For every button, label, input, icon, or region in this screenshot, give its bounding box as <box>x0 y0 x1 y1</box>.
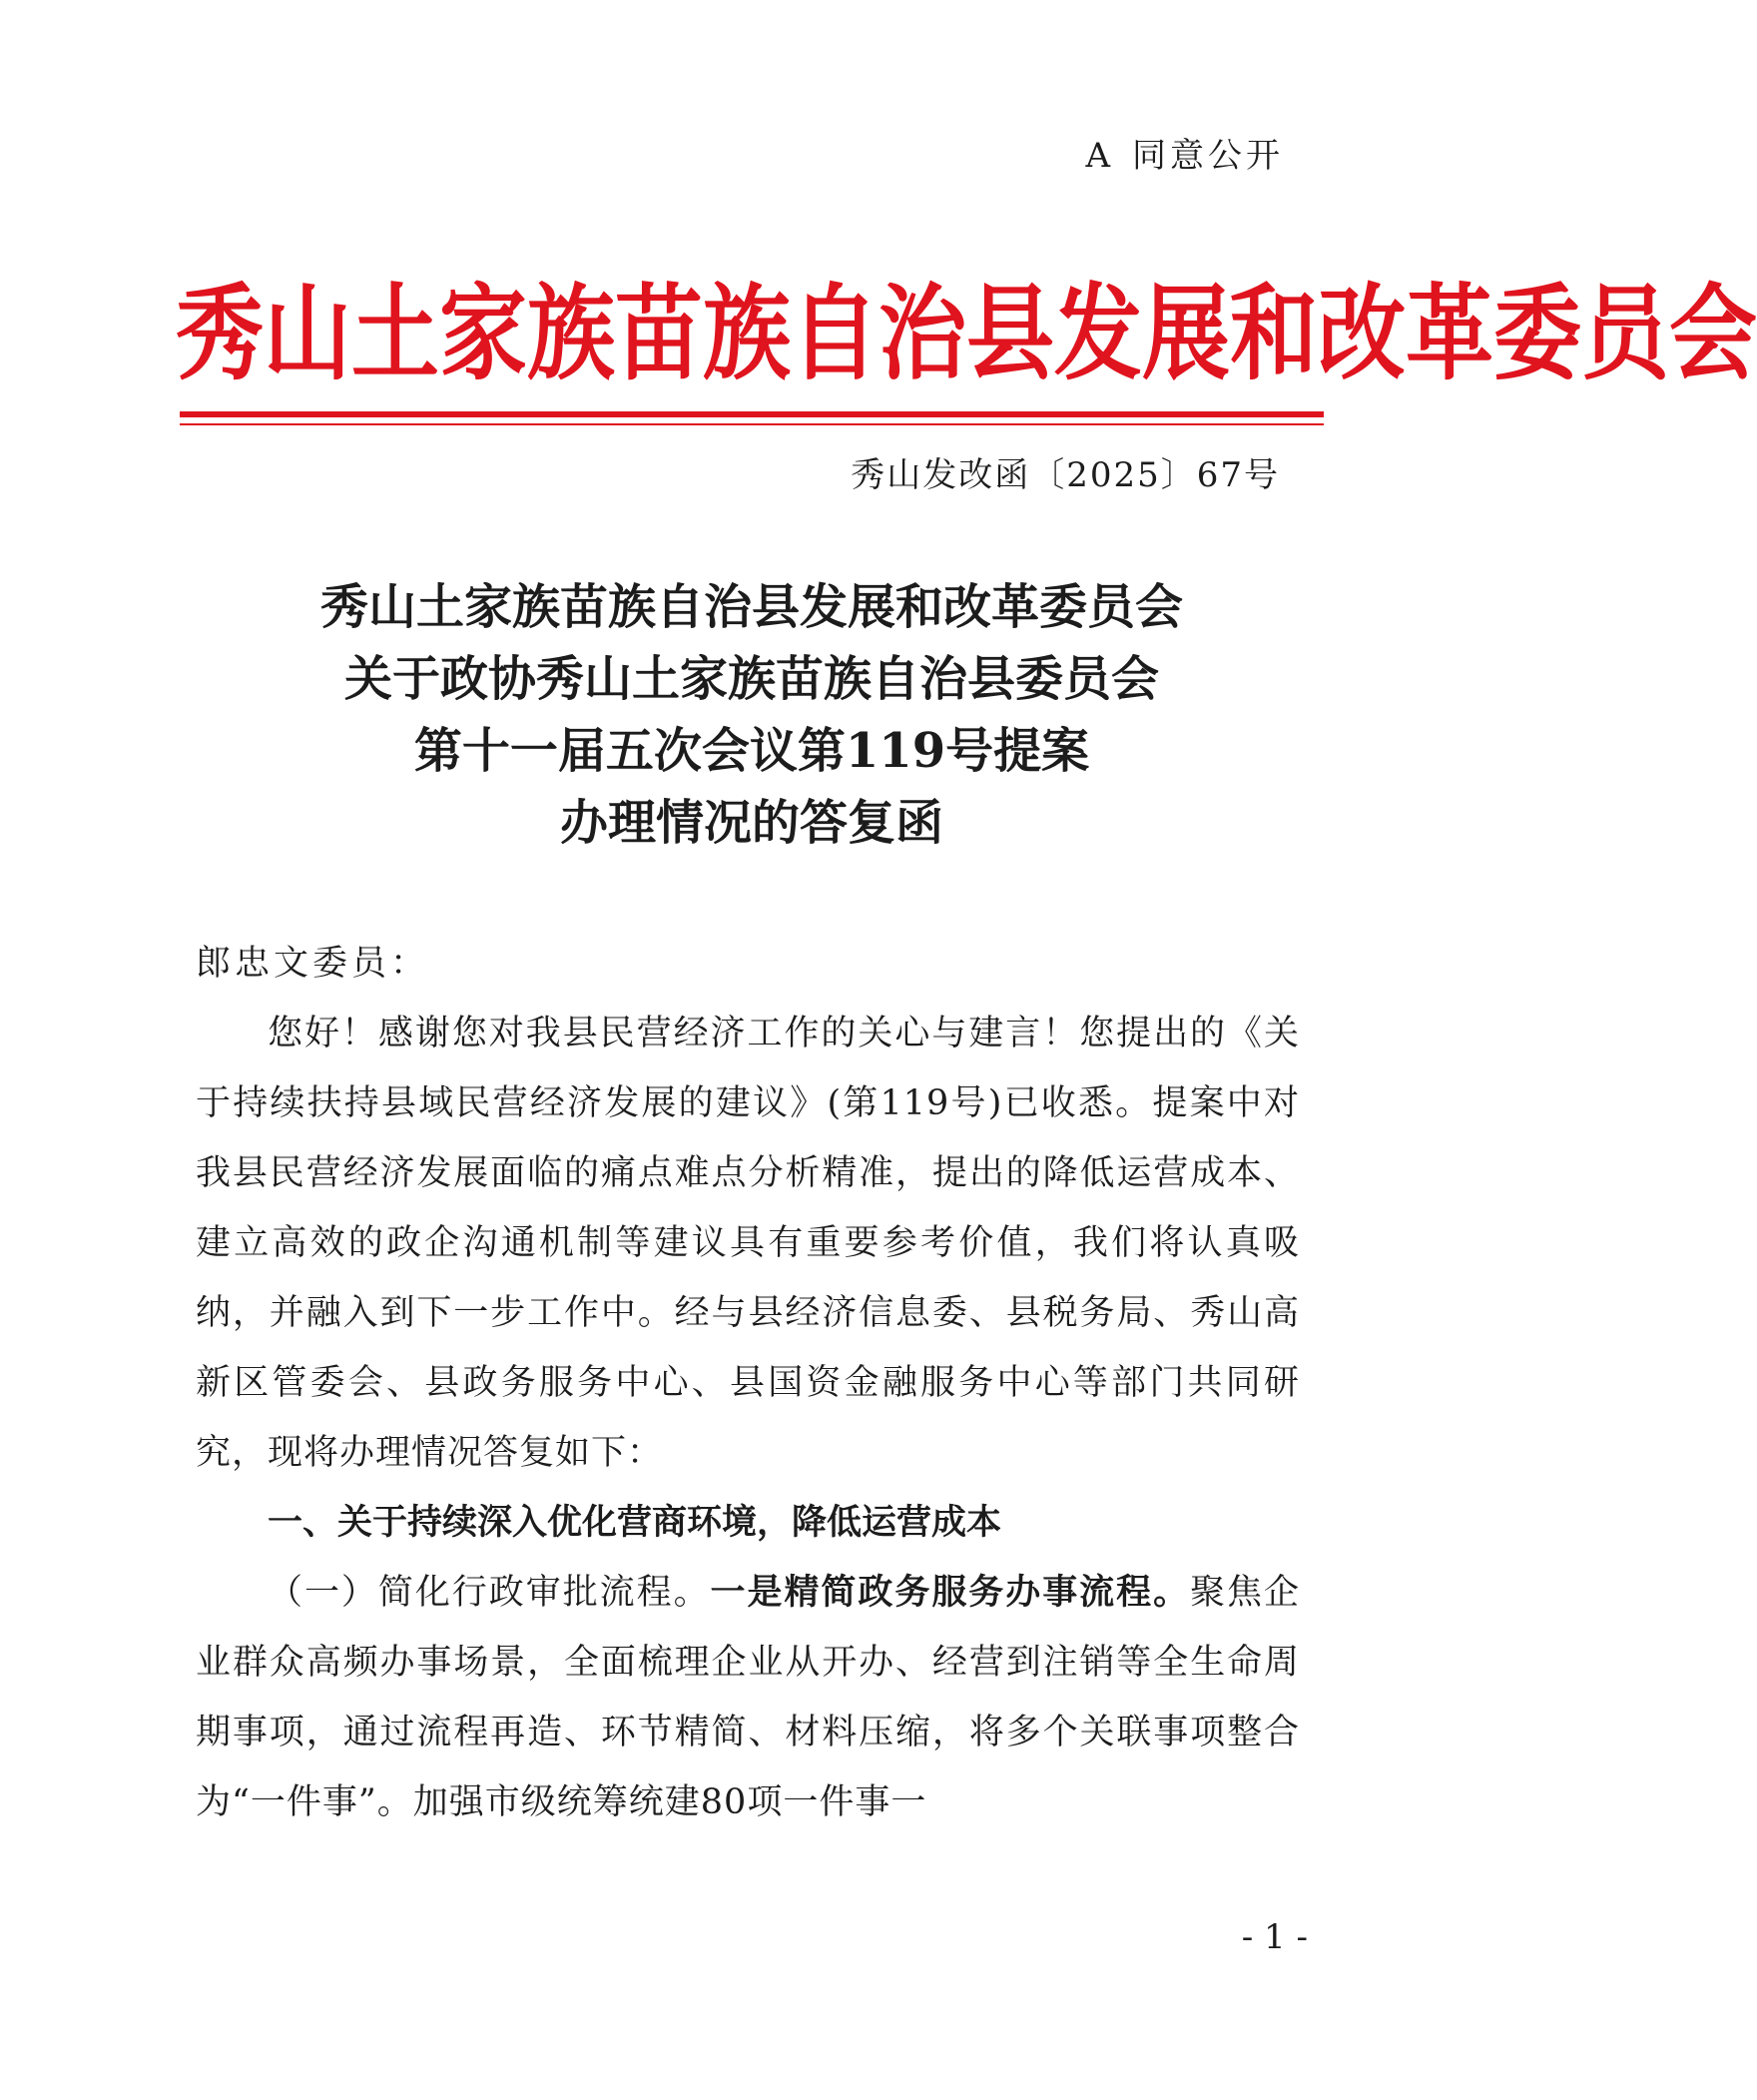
salutation: 郎忠文委员： <box>196 944 430 984</box>
title-line-4: 办理情况的答复函 <box>559 795 943 851</box>
subsection-text: 聚焦企业群众高频办事场景，全面梳理企业从开办、经营到注销等全生命周期事项，通过流程再造、环节精简、材料压缩，将多个关联事项整合为“一件事”。加强市级统筹统建80项一件事一 <box>196 1573 1300 1822</box>
disclosure-mark: A <box>1085 136 1114 176</box>
subsection-label: （一）简化行政审批流程。 <box>268 1573 711 1613</box>
paragraph-subsection-1 <box>196 1558 1300 1837</box>
page-number: - 1 - <box>1241 1917 1308 1957</box>
letterhead-rule-thin <box>180 423 1324 425</box>
disclosure-text: 同意公开 <box>1132 136 1284 176</box>
title-line-2: 关于政协秀山土家族苗族自治县委员会 <box>343 651 1159 707</box>
paragraph-intro: 您好！感谢您对我县民营经济工作的关心与建言！您提出的《关于持续扶持县域民营经济发展的建议》(第119号)已收悉。提案中对我县民营经济发展面临的痛点难点分析精准，提出的降低运营成本、建立高效的政企沟通机制等建议具有重要参考价值，我们将认真吸纳，并融入到下一步工作中。经与县经济信息委、县税务局、秀山高新区管委会、县政务服务中心、县国资金融服务中心等部门共同研究，现将办理情况答复如下： <box>196 1014 1300 1473</box>
document-number: 秀山发改函〔2025〕67号 <box>851 455 1280 495</box>
title-line-3: 第十一届五次会议第119号提案 <box>413 723 1090 779</box>
letter-body <box>196 929 1300 1837</box>
disclosure-label <box>1085 128 1284 177</box>
letterhead-rule-thick <box>180 411 1324 417</box>
section-heading-1: 一、关于持续深入优化营商环境，降低运营成本 <box>268 1503 1002 1543</box>
subsection-bold-lead: 一是精简政务服务办事流程。 <box>710 1572 1191 1613</box>
title-line-1: 秀山土家族苗族自治县发展和改革委员会 <box>319 579 1183 635</box>
document-title <box>180 571 1324 859</box>
organization-letterhead: 秀山土家族苗族自治县发展和改革委员会 <box>176 273 1757 394</box>
